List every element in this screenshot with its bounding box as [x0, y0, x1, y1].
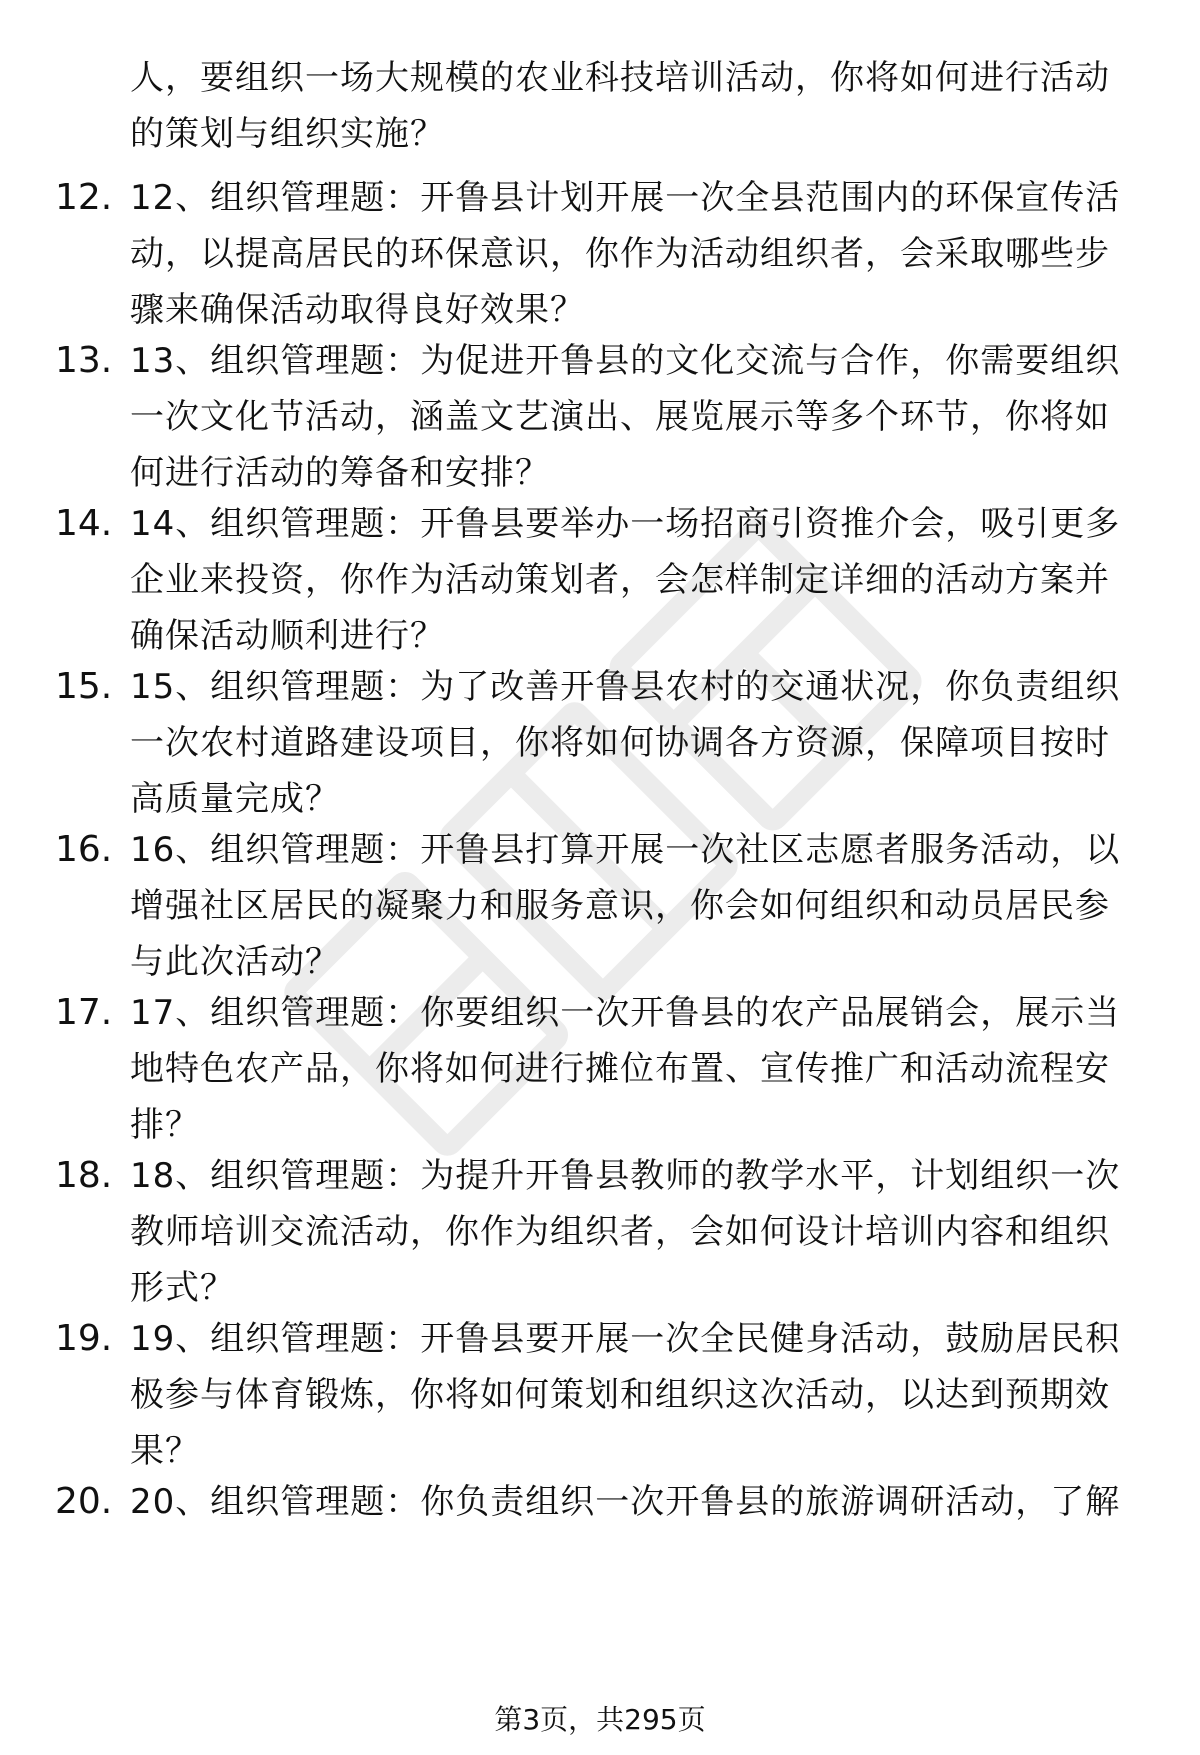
- question-number: 14.: [55, 503, 113, 544]
- question-number: 12.: [55, 177, 113, 218]
- question-text: 14、组织管理题：开鲁县要举办一场招商引资推介会，吸引更多企业来投资，你作为活动策划者，会怎样制定详细的活动方案并确保活动顺利进行？: [130, 504, 1121, 656]
- question-number: 16.: [55, 829, 113, 870]
- question-number: 17.: [55, 992, 113, 1033]
- question-text: 15、组织管理题：为了改善开鲁县农村的交通状况，你负责组织一次农村道路建设项目，你将如何协调各方资源，保障项目按时高质量完成？: [130, 667, 1121, 819]
- question-number: 13.: [55, 340, 113, 381]
- question-text: 18、组织管理题：为提升开鲁县教师的教学水平，计划组织一次教师培训交流活动，你作为组织者，会如何设计培训内容和组织形式？: [130, 1156, 1121, 1308]
- question-text: 20、组织管理题：你负责组织一次开鲁县的旅游调研活动，了解: [130, 1482, 1121, 1522]
- question-number: 20.: [55, 1481, 113, 1522]
- question-text: 17、组织管理题：你要组织一次开鲁县的农产品展销会，展示当地特色农产品，你将如何进行摊位布置、宣传推广和活动流程安排？: [130, 993, 1121, 1145]
- question-number: 15.: [55, 666, 113, 707]
- question-text: 19、组织管理题：开鲁县要开展一次全民健身活动，鼓励居民积极参与体育锻炼，你将如何策划和组织这次活动，以达到预期效果？: [130, 1319, 1121, 1471]
- question-number: 19.: [55, 1318, 113, 1359]
- page-footer: 第3页，共295页: [494, 1703, 706, 1736]
- question-text: 12、组织管理题：开鲁县计划开展一次全县范围内的环保宣传活动，以提高居民的环保意识，你作为活动组织者，会采取哪些步骤来确保活动取得良好效果？: [130, 178, 1121, 330]
- question-text: 16、组织管理题：开鲁县打算开展一次社区志愿者服务活动，以增强社区居民的凝聚力和服务意识，你会如何组织和动员居民参与此次活动？: [130, 830, 1121, 982]
- question-text: 13、组织管理题：为促进开鲁县的文化交流与合作，你需要组织一次文化节活动，涵盖文艺演出、展览展示等多个环节，你将如何进行活动的筹备和安排？: [130, 341, 1121, 493]
- question-number: 18.: [55, 1155, 113, 1196]
- continuation-text: 人，要组织一场大规模的农业科技培训活动，你将如何进行活动的策划与组织实施？: [130, 58, 1110, 154]
